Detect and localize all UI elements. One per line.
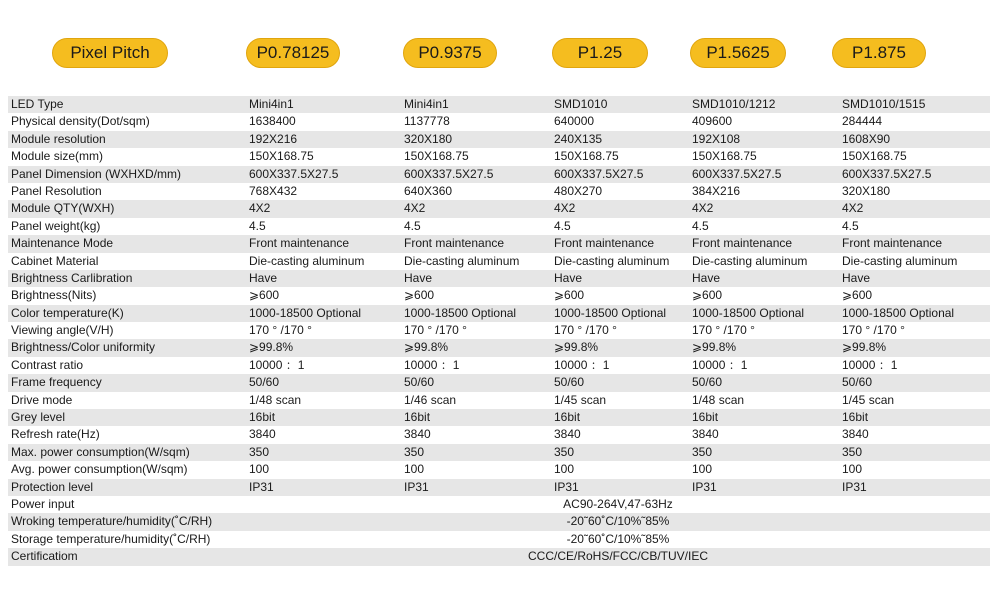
table-cell: Have	[404, 270, 433, 285]
row-label: Module size(mm)	[11, 149, 104, 164]
row-label: Wroking temperature/humidity(˚C/RH)	[11, 514, 213, 529]
table-cell: Front maintenance	[554, 236, 655, 251]
table-cell: Mini4in1	[404, 97, 449, 111]
row-label: Panel Resolution	[11, 183, 102, 198]
table-cell: ⩾99.8%	[554, 340, 599, 355]
table-cell: 4.5	[249, 218, 266, 233]
table-cell: 170 ° /170 °	[554, 323, 617, 338]
table-row-spanned	[8, 531, 990, 548]
table-cell: 4X2	[692, 201, 714, 216]
table-cell: Have	[692, 270, 721, 285]
table-row-spanned	[8, 496, 990, 513]
table-cell: 50/60	[554, 375, 585, 390]
row-label: Panel weight(kg)	[11, 218, 101, 233]
model-header-p1-5625: P1.5625	[690, 38, 786, 68]
table-row	[8, 305, 990, 322]
table-cell: 100	[404, 462, 425, 477]
table-row	[8, 253, 990, 270]
table-cell: 350	[842, 444, 863, 459]
table-cell: 192X216	[249, 131, 298, 146]
table-cell: SMD1010	[554, 97, 608, 111]
table-cell: 320X180	[404, 131, 453, 146]
table-cell: IP31	[692, 479, 717, 494]
row-label: Brightness(Nits)	[11, 288, 97, 303]
table-cell: 600X337.5X27.5	[249, 166, 339, 181]
table-cell: Mini4in1	[249, 97, 294, 111]
row-label: Cabinet Material	[11, 253, 99, 268]
table-cell: 350	[554, 444, 575, 459]
table-cell: Front maintenance	[404, 236, 505, 251]
table-cell: 4.5	[842, 218, 859, 233]
row-label: Protection level	[11, 479, 94, 494]
table-cell: 150X168.75	[842, 149, 907, 164]
table-cell: 3840	[692, 427, 719, 442]
row-label: Module QTY(WXH)	[11, 201, 115, 216]
table-cell: 50/60	[692, 375, 723, 390]
table-cell: Die-casting aluminum	[842, 253, 958, 268]
table-row	[8, 96, 990, 113]
row-label: Panel Dimension (WXHXD/mm)	[11, 166, 182, 181]
table-cell: 100	[842, 462, 863, 477]
table-cell: 384X216	[692, 183, 741, 198]
table-cell: Die-casting aluminum	[404, 253, 520, 268]
table-cell: 4.5	[554, 218, 571, 233]
table-cell: 10000 ：1	[249, 357, 305, 372]
table-cell: Die-casting aluminum	[249, 253, 365, 268]
table-row	[8, 113, 990, 130]
table-row-spanned	[8, 513, 990, 530]
table-cell: 1/48 scan	[249, 392, 302, 407]
table-row	[8, 339, 990, 356]
table-cell: 350	[249, 444, 270, 459]
row-label: Maintenance Mode	[11, 236, 114, 251]
table-cell: 350	[404, 444, 425, 459]
table-row	[8, 322, 990, 339]
table-cell: 409600	[692, 114, 733, 129]
table-cell: 1/48 scan	[692, 392, 745, 407]
table-cell: 4.5	[404, 218, 421, 233]
table-cell: 170 ° /170 °	[404, 323, 467, 338]
table-row	[8, 218, 990, 235]
table-row-spanned	[8, 548, 990, 565]
row-label: Max. power consumption(W/sqm)	[11, 444, 190, 459]
table-cell: 10000 ：1	[404, 357, 460, 372]
row-label: Refresh rate(Hz)	[11, 427, 100, 442]
table-cell: ⩾99.8%	[842, 340, 887, 355]
table-cell: 3840	[554, 427, 581, 442]
merged-cell: CCC/CE/RoHS/FCC/CB/TUV/IEC	[527, 549, 709, 564]
model-header-p0-9375: P0.9375	[403, 38, 497, 68]
table-cell: 150X168.75	[249, 149, 314, 164]
table-cell: 170 ° /170 °	[842, 323, 905, 338]
table-cell: 16bit	[842, 410, 869, 425]
table-cell: 16bit	[554, 410, 581, 425]
table-row	[8, 461, 990, 478]
row-label: LED Type	[11, 97, 64, 111]
table-cell: IP31	[554, 479, 579, 494]
model-header-p1-875: P1.875	[832, 38, 926, 68]
table-cell: ⩾99.8%	[249, 340, 294, 355]
table-cell: 240X135	[554, 131, 603, 146]
model-header-p1-25: P1.25	[552, 38, 648, 68]
table-cell: 1000-18500 Optional	[692, 305, 805, 320]
table-cell: 16bit	[692, 410, 719, 425]
row-label: Brightness/Color uniformity	[11, 340, 156, 355]
table-row	[8, 357, 990, 374]
table-cell: 1/45 scan	[554, 392, 607, 407]
table-cell: 1000-18500 Optional	[842, 305, 955, 320]
table-row	[8, 374, 990, 391]
table-cell: 350	[692, 444, 713, 459]
table-row	[8, 426, 990, 443]
table-cell: 4.5	[692, 218, 709, 233]
table-cell: ⩾600	[404, 288, 435, 303]
table-cell: 50/60	[404, 375, 435, 390]
model-header-p0-78125: P0.78125	[246, 38, 340, 68]
table-row	[8, 166, 990, 183]
table-cell: Front maintenance	[249, 236, 350, 251]
table-cell: 150X168.75	[692, 149, 757, 164]
table-cell: IP31	[842, 479, 867, 494]
table-cell: 3840	[249, 427, 276, 442]
row-label: Module resolution	[11, 131, 106, 146]
merged-cell: -20˜60˚C/10%˜85%	[566, 514, 670, 529]
row-label: Avg. power consumption(W/sqm)	[11, 462, 188, 477]
table-cell: 10000 ：1	[554, 357, 610, 372]
table-cell: Have	[842, 270, 871, 285]
table-cell: 100	[692, 462, 713, 477]
table-cell: 4X2	[842, 201, 864, 216]
row-label: Storage temperature/humidity(˚C/RH)	[11, 531, 211, 546]
table-cell: 16bit	[404, 410, 431, 425]
table-cell: 50/60	[249, 375, 280, 390]
table-cell: ⩾600	[842, 288, 873, 303]
merged-cell: AC90-264V,47-63Hz	[563, 496, 673, 511]
table-cell: 16bit	[249, 410, 276, 425]
table-cell: Have	[554, 270, 583, 285]
merged-cell: -20˜60˚C/10%˜85%	[566, 531, 670, 546]
table-cell: 192X108	[692, 131, 741, 146]
table-cell: ⩾99.8%	[692, 340, 737, 355]
table-cell: 1000-18500 Optional	[404, 305, 517, 320]
table-cell: 4X2	[404, 201, 426, 216]
table-cell: 640X360	[404, 183, 453, 198]
table-cell: 100	[554, 462, 575, 477]
table-cell: 150X168.75	[404, 149, 469, 164]
table-cell: Front maintenance	[842, 236, 943, 251]
table-cell: 100	[249, 462, 270, 477]
row-label: Contrast ratio	[11, 357, 84, 372]
table-cell: 10000 ：1	[842, 357, 898, 372]
table-cell: Have	[249, 270, 278, 285]
table-row	[8, 131, 990, 148]
row-label: Drive mode	[11, 392, 73, 407]
table-cell: 170 ° /170 °	[249, 323, 312, 338]
table-row	[8, 148, 990, 165]
table-row	[8, 409, 990, 426]
table-row	[8, 200, 990, 217]
table-cell: SMD1010/1212	[692, 97, 776, 111]
table-row	[8, 183, 990, 200]
table-cell: 170 ° /170 °	[692, 323, 755, 338]
table-cell: 600X337.5X27.5	[692, 166, 782, 181]
table-cell: Die-casting aluminum	[692, 253, 808, 268]
table-cell: 1608X90	[842, 131, 891, 146]
row-label: Frame frequency	[11, 375, 102, 390]
row-label: Color temperature(K)	[11, 305, 124, 320]
table-cell: 3840	[404, 427, 431, 442]
table-cell: 600X337.5X27.5	[554, 166, 644, 181]
table-cell: ⩾600	[692, 288, 723, 303]
table-cell: Die-casting aluminum	[554, 253, 670, 268]
row-label: Power input	[11, 496, 75, 511]
table-cell: SMD1010/1515	[842, 97, 926, 111]
table-cell: 50/60	[842, 375, 873, 390]
spec-table	[8, 96, 990, 566]
table-row	[8, 392, 990, 409]
table-cell: 284444	[842, 114, 883, 129]
table-cell: ⩾99.8%	[404, 340, 449, 355]
table-cell: 600X337.5X27.5	[842, 166, 932, 181]
table-row	[8, 287, 990, 304]
table-cell: 640000	[554, 114, 595, 129]
table-row	[8, 444, 990, 461]
table-cell: 480X270	[554, 183, 603, 198]
row-label: Physical density(Dot/sqm)	[11, 114, 150, 129]
row-label: Viewing angle(V/H)	[11, 323, 114, 338]
table-cell: ⩾600	[554, 288, 585, 303]
table-cell: 1638400	[249, 114, 296, 129]
table-cell: 1/46 scan	[404, 392, 457, 407]
table-row	[8, 270, 990, 287]
row-label: Grey level	[11, 410, 66, 425]
table-cell: 10000 ：1	[692, 357, 748, 372]
table-cell: 4X2	[554, 201, 576, 216]
pixel-pitch-header: Pixel Pitch	[52, 38, 168, 68]
table-cell: Front maintenance	[692, 236, 793, 251]
table-cell: IP31	[404, 479, 429, 494]
table-cell: 3840	[842, 427, 869, 442]
table-cell: IP31	[249, 479, 274, 494]
row-label: Brightness Carlibration	[11, 270, 133, 285]
table-cell: 1137778	[404, 114, 450, 129]
table-row	[8, 479, 990, 496]
table-cell: ⩾600	[249, 288, 280, 303]
table-cell: 600X337.5X27.5	[404, 166, 494, 181]
table-cell: 1000-18500 Optional	[249, 305, 362, 320]
table-cell: 4X2	[249, 201, 271, 216]
table-cell: 150X168.75	[554, 149, 619, 164]
table-cell: 1/45 scan	[842, 392, 895, 407]
table-cell: 768X432	[249, 183, 298, 198]
table-row	[8, 235, 990, 252]
table-cell: 320X180	[842, 183, 891, 198]
row-label: Certificatiom	[11, 549, 78, 564]
table-cell: 1000-18500 Optional	[554, 305, 667, 320]
